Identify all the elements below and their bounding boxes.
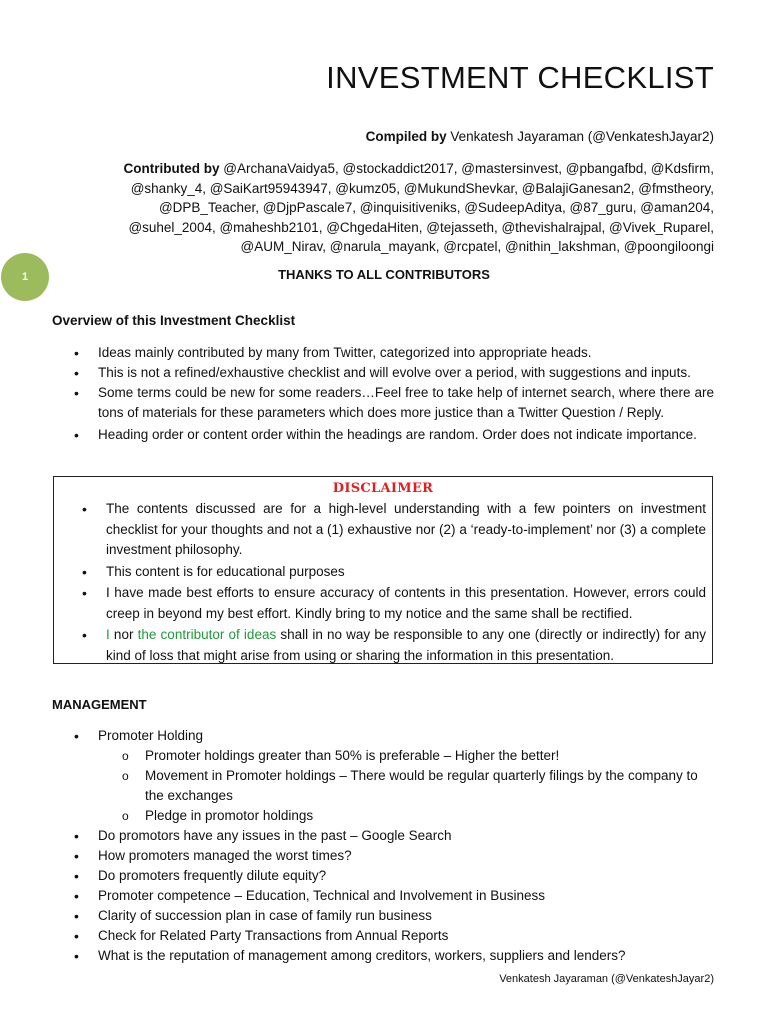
list-item bbox=[52, 726, 714, 746]
compiled-by-label: Compiled by bbox=[365, 129, 447, 144]
contributors-line: @AUM_Nirav, @narula_mayank, @rcpatel, @nithin_lakshman, @poongiloongi bbox=[240, 239, 714, 254]
contributors-line: @shanky_4, @SaiKart95943947, @kumz05, @MukundShevkar, @BalajiGanesan2, @fmstheory, bbox=[130, 180, 714, 196]
management-title: MANAGEMENT bbox=[52, 697, 147, 712]
list-item: • Clarity of succession plan in case of family run business bbox=[52, 906, 714, 926]
list-item: • Heading order or content order within the headings are random. Order does not indicate importance. bbox=[52, 425, 714, 445]
disclaimer-list bbox=[60, 499, 706, 667]
contributors-line: @ArchanaVaidya5, @stockaddict2017, @mastersinvest, @pbangafbd, @Kdsfirm, bbox=[223, 161, 714, 176]
compiled-by bbox=[366, 129, 714, 144]
management-list bbox=[52, 726, 714, 966]
list-item: • I have made best efforts to ensure accuracy of contents in this presentation. However, errors could creep in beyond my best effort. Kindly bring to my notice and the same shall be rectified. bbox=[60, 583, 706, 624]
list-item: • What is the reputation of management among creditors, workers, suppliers and lenders? bbox=[52, 946, 714, 966]
sub-list-item: o Pledge in promotor holdings bbox=[52, 806, 714, 826]
disclaimer-contributor: the contributor of ideas bbox=[137, 627, 277, 642]
disclaimer-title: DISCLAIMER bbox=[332, 481, 434, 496]
list-item: • Ideas mainly contributed by many from Twitter, categorized into appropriate heads. bbox=[52, 343, 714, 363]
contributors-label: Contributed by bbox=[123, 161, 220, 176]
list-item: • This is not a refined/exhaustive checklist and will evolve over a period, with suggestions and inputs. bbox=[52, 363, 714, 383]
list-item: • Some terms could be new for some readers…Feel free to take help of internet search, where there are tons of materials for these parameters which does more justice than a Twitter Question / Reply. bbox=[52, 383, 714, 423]
list-item: • Promoter competence – Education, Technical and Involvement in Business bbox=[52, 886, 714, 906]
list-item: • The contents discussed are for a high-level understanding with a few pointers on investment checklist for your thoughts and not a (1) exhaustive nor (2) a ‘ready-to-implement’ nor (3) a complete investment philosophy. bbox=[60, 499, 706, 561]
disclaimer-box bbox=[53, 476, 713, 664]
list-item: • Do promoters frequently dilute equity? bbox=[52, 866, 714, 886]
contributors-line: @suhel_2004, @maheshb2101, @ChgedaHiten, @tejasseth, @thevishalrajpal, @Vivek_Ruparel, bbox=[128, 219, 714, 235]
footer-author: Venkatesh Jayaraman (@VenkateshJayar2) bbox=[499, 973, 714, 985]
sub-list-item: o Promoter holdings greater than 50% is preferable – Higher the better! bbox=[52, 746, 714, 766]
list-item: • Check for Related Party Transactions from Annual Reports bbox=[52, 926, 714, 946]
list-item bbox=[60, 625, 706, 666]
promoter-holding-label: Promoter Holding bbox=[98, 728, 204, 743]
contributors bbox=[74, 159, 714, 257]
document-title: INVESTMENT CHECKLIST bbox=[326, 60, 714, 95]
disclaimer-nor: nor bbox=[109, 627, 138, 642]
overview-title: Overview of this Investment Checklist bbox=[52, 313, 296, 328]
page-number-badge: 1 bbox=[1, 253, 49, 301]
list-item: • This content is for educational purposes bbox=[60, 562, 706, 583]
disclaimer-i: I bbox=[106, 627, 110, 642]
compiled-by-name: Venkatesh Jayaraman (@VenkateshJayar2) bbox=[450, 129, 714, 144]
thanks-heading: THANKS TO ALL CONTRIBUTORS bbox=[278, 267, 490, 282]
overview-list bbox=[52, 343, 714, 445]
sub-list-item: o Movement in Promoter holdings – There would be regular quarterly filings by the company to the exchanges bbox=[52, 766, 714, 806]
list-item: • How promoters managed the worst times? bbox=[52, 846, 714, 866]
contributors-line: @DPB_Teacher, @DjpPascale7, @inquisitiveniks, @SudeepAditya, @87_guru, @aman204, bbox=[158, 200, 714, 215]
list-item: • Do promotors have any issues in the past – Google Search bbox=[52, 826, 714, 846]
disclaimer-rest: shall in no way be responsible to any one (directly or indirectly) for any kind of loss that might arise from using or sharing the information in this presentation. bbox=[106, 627, 707, 663]
